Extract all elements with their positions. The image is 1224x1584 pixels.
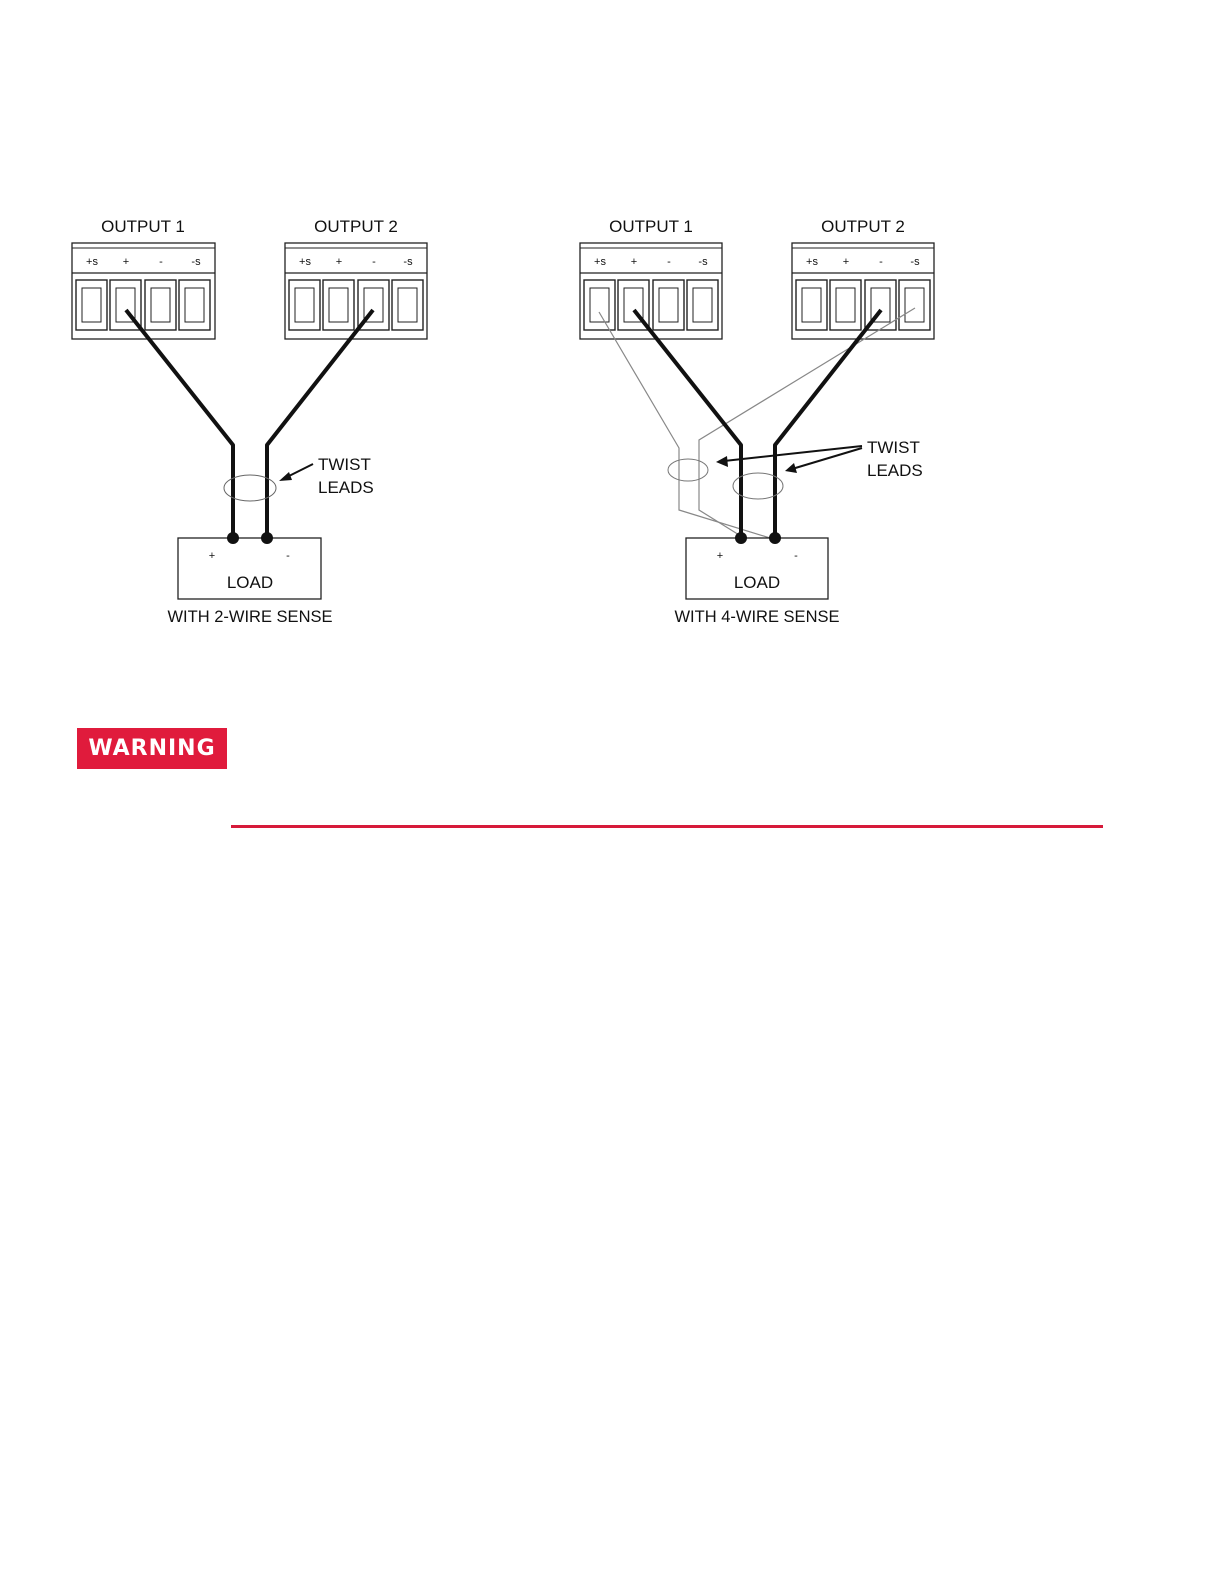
terminal-label: - — [159, 256, 163, 268]
positive-node — [735, 532, 747, 544]
negative-lead — [775, 310, 881, 538]
terminal-label: -s — [191, 256, 201, 268]
terminal-block-output-1 — [580, 243, 722, 339]
twist-label-line1: TWIST — [867, 438, 920, 457]
diagram-4-wire — [580, 217, 934, 626]
diagram-caption: WITH 4-WIRE SENSE — [674, 608, 840, 626]
warning-divider — [231, 825, 1103, 828]
twist-arrow-main — [792, 448, 862, 469]
output-1-label: OUTPUT 1 — [101, 217, 185, 236]
load-label: LOAD — [733, 573, 781, 592]
load-minus-label: - — [794, 550, 798, 562]
terminal-label: + — [335, 256, 343, 268]
warning-badge: WARNING — [77, 728, 227, 769]
negative-node — [769, 532, 781, 544]
load-plus-label: + — [716, 550, 724, 562]
diagram-2-wire — [72, 217, 427, 626]
wiring-diagram — [0, 0, 1224, 700]
terminal-label: + — [842, 256, 850, 268]
load-label: LOAD — [226, 573, 274, 592]
positive-lead — [634, 310, 741, 538]
load-minus-label: - — [286, 550, 290, 562]
twist-label-line1: TWIST — [318, 455, 371, 474]
diagram-caption: WITH 2-WIRE SENSE — [167, 608, 333, 626]
terminal-label: +s — [86, 256, 98, 268]
twist-ellipse-sense — [668, 459, 708, 481]
terminal-label: + — [122, 256, 130, 268]
terminal-label: -s — [698, 256, 708, 268]
negative-sense-lead — [699, 308, 915, 538]
terminal-label: +s — [299, 256, 311, 268]
terminal-label: - — [372, 256, 376, 268]
terminal-label: +s — [594, 256, 606, 268]
load-plus-label: + — [208, 550, 216, 562]
terminal-label: - — [879, 256, 883, 268]
output-2-label: OUTPUT 2 — [821, 217, 905, 236]
terminal-label: -s — [403, 256, 413, 268]
terminal-block-output-2 — [285, 243, 427, 339]
negative-lead — [267, 310, 373, 538]
terminal-label: -s — [910, 256, 920, 268]
terminal-label: + — [630, 256, 638, 268]
twist-label-line2: LEADS — [318, 478, 374, 497]
terminal-block-output-1 — [72, 243, 215, 339]
terminal-block-output-2 — [792, 243, 934, 339]
positive-lead — [126, 310, 233, 538]
terminal-label: +s — [806, 256, 818, 268]
output-2-label: OUTPUT 2 — [314, 217, 398, 236]
output-1-label: OUTPUT 1 — [609, 217, 693, 236]
twist-label-line2: LEADS — [867, 461, 923, 480]
terminal-label: - — [667, 256, 671, 268]
positive-node — [227, 532, 239, 544]
positive-sense-lead — [599, 312, 770, 538]
negative-node — [261, 532, 273, 544]
